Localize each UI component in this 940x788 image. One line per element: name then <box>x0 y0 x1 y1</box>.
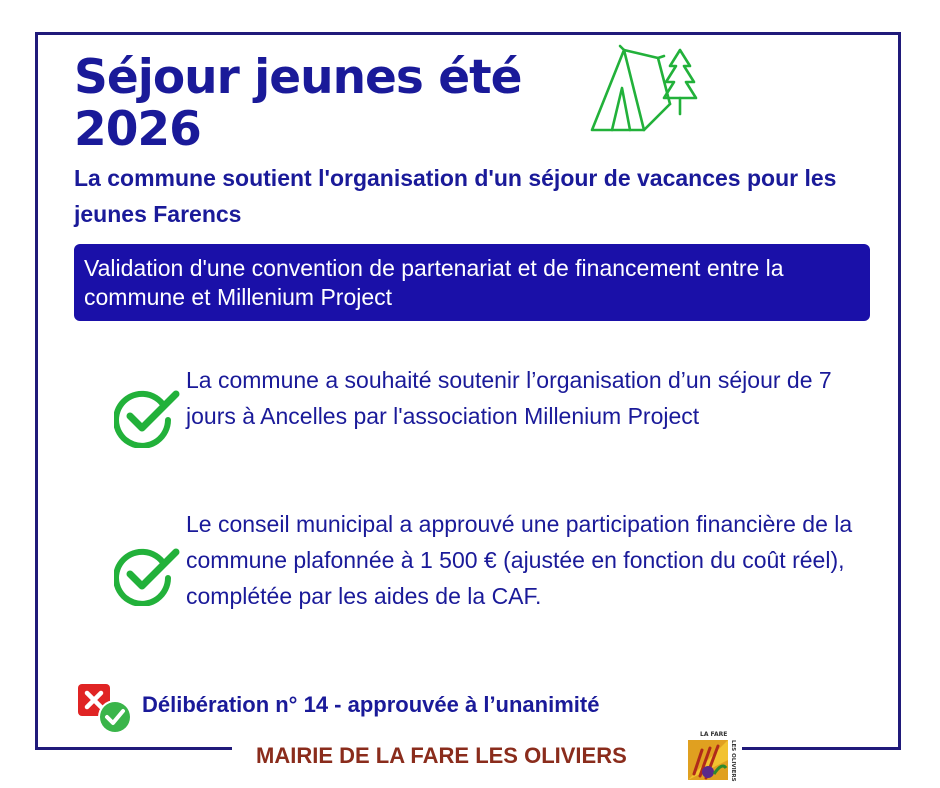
vote-result-icon <box>78 684 134 736</box>
footer-title: MAIRIE DE LA FARE LES OLIVIERS <box>256 743 627 768</box>
subtitle: La commune soutient l'organisation d'un séjour de vacances pour les jeunes Farencs <box>74 165 837 227</box>
municipal-logo <box>684 728 740 782</box>
tent-icon <box>586 44 698 136</box>
logo-text-top: LA FARE <box>700 731 728 738</box>
deliberation-text: Délibération n° 14 - approuvée à l’unanimité <box>142 692 600 717</box>
check-circle-icon <box>114 546 180 606</box>
list-item: La commune a souhaité soutenir l’organisation d’un séjour de 7 jours à Ancelles par l'association Millenium Project <box>186 367 832 429</box>
list-item: Le conseil municipal a approuvé une participation financière de la commune plafonnée à 1 500 € (ajustée en fonction du coût réel), complétée par les aides de la CAF. <box>186 511 853 609</box>
logo-text-side: LES OLIVIERS <box>730 740 736 782</box>
convention-banner: Validation d'une convention de partenariat et de financement entre la commune et Millenium Project <box>74 244 870 321</box>
check-circle-icon <box>114 388 180 448</box>
page-title: Séjour jeunes été 2026 <box>74 50 522 157</box>
